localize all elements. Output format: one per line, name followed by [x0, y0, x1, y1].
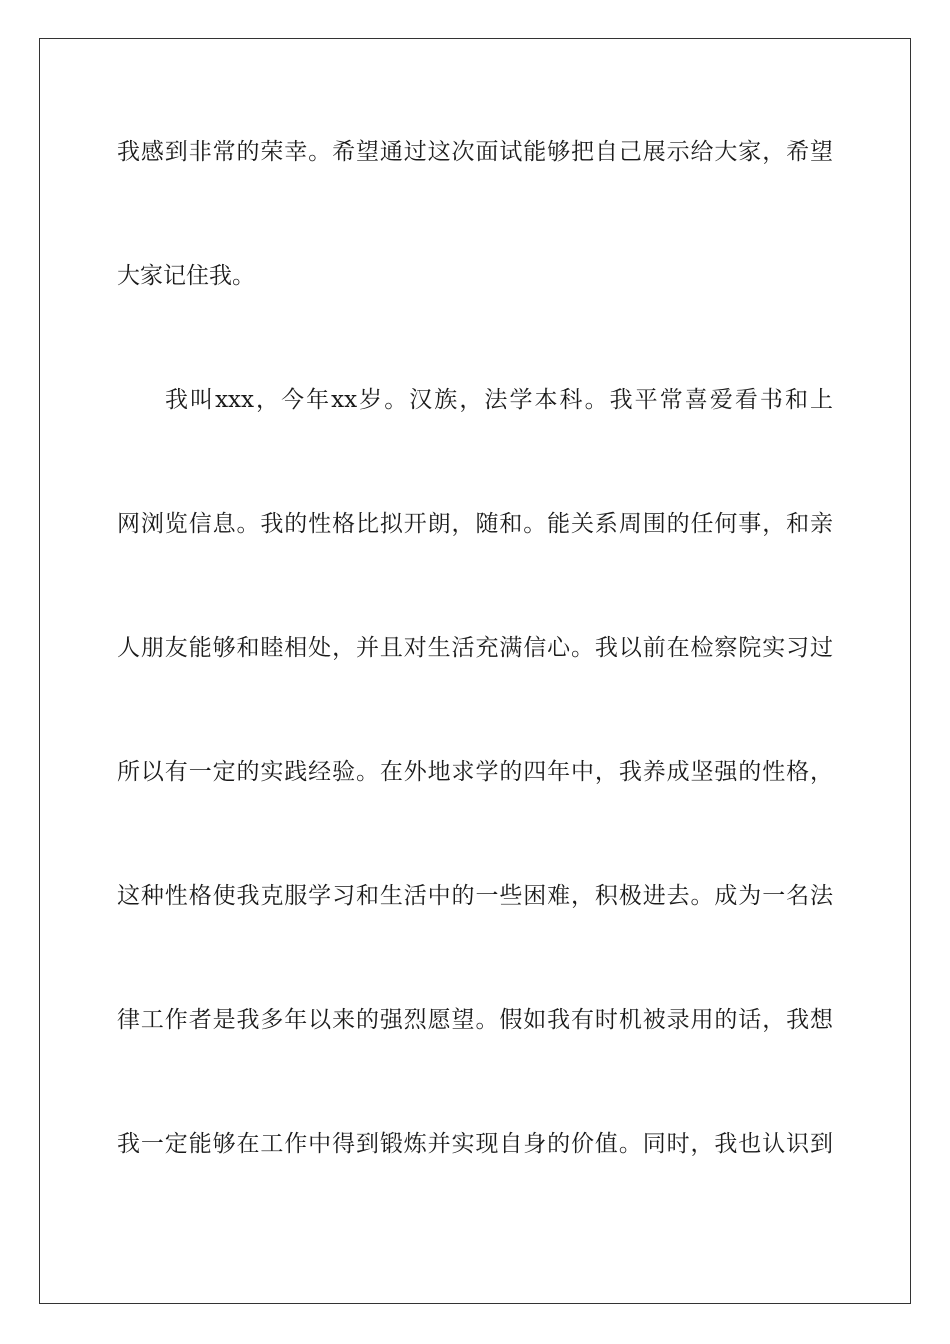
- text-line-6: 所以有一定的实践经验。在外地求学的四年中，我养成坚强的性格，: [117, 759, 833, 785]
- text-line-7: 这种性格使我克服学习和生活中的一些困难，积极进去。成为一名法: [117, 883, 833, 909]
- text-line-4: 网浏览信息。我的性格比拟开朗，随和。能关系周围的任何事，和亲: [117, 511, 833, 537]
- text-line-8: 律工作者是我多年以来的强烈愿望。假如我有时机被录用的话，我想: [117, 1007, 833, 1033]
- text-line-3: 我叫xxx，今年xx岁。汉族，法学本科。我平常喜爱看书和上: [165, 387, 833, 413]
- text-line-5: 人朋友能够和睦相处，并且对生活充满信心。我以前在检察院实习过: [117, 635, 833, 661]
- page-border: [39, 38, 911, 1304]
- text-line-9: 我一定能够在工作中得到锻炼并实现自身的价值。同时，我也认识到: [117, 1131, 833, 1157]
- text-line-2: 大家记住我。: [117, 263, 255, 289]
- text-line-1: 我感到非常的荣幸。希望通过这次面试能够把自己展示给大家，希望: [117, 139, 833, 165]
